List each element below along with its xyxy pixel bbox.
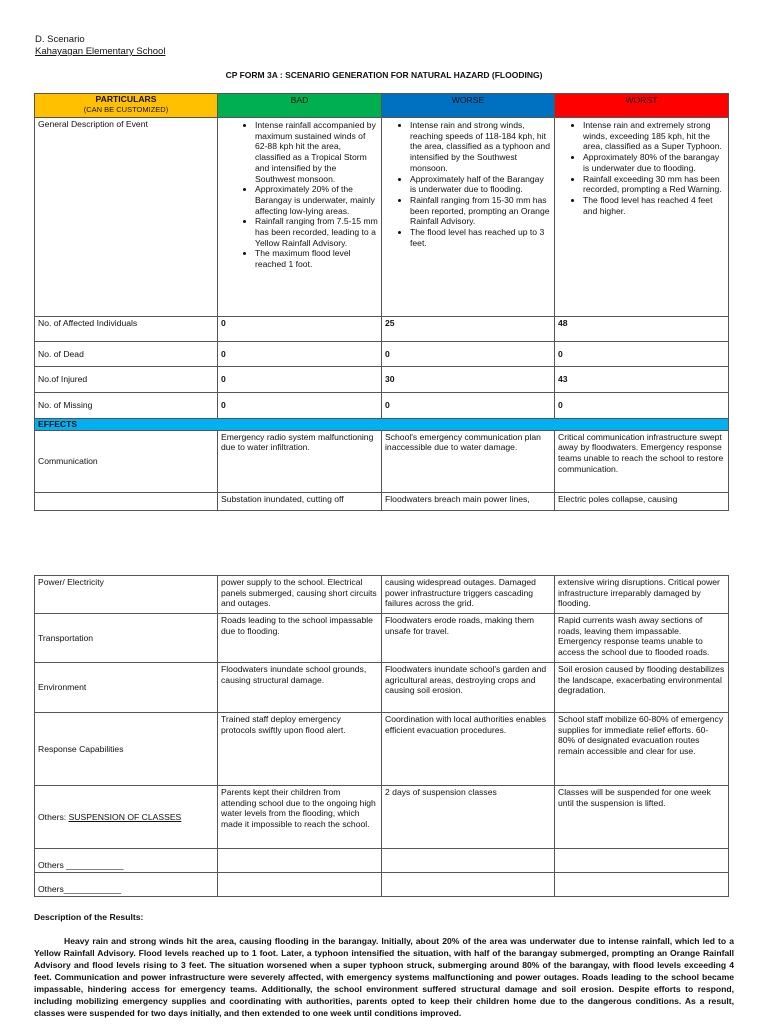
scenario-table-bottom — [34, 575, 729, 897]
effects-row — [35, 419, 729, 431]
worst-header: WORST — [555, 94, 729, 118]
description-body: Heavy rain and strong winds hit the area, causing flooding in the barangay. Initially, about 20% of the area was underwater due to intense rainfall, which led to a Yellow Rainfall Advisory. Flood levels reached up to 1 foot. Later, a typhoon intensified the situation, with half of the barangay submerged, prompting an Orange Rainfall Advisory and flood levels rising to 3 feet. The situation worsened when a super typhoon struck, submerging around 80% of the barangay, with flood levels exceeding 4 feet. Communication and power infrastructure were severely affected, with emergency systems malfunctioning and power outages. Roads leading to the school became impassable, hindering access for emergency teams. Additionally, the school environment suffered structural damage and soil erosion. Despite efforts to respond, including mobilizing emergency supplies and coordinating with authorities, parents opted to keep their children home due to the dangerous conditions. As a result, classes were suspended for two days initially, and then extended to one week until conditions improved. — [34, 936, 734, 1018]
stat-label: No. of Dead — [35, 342, 218, 367]
transportation-worse: Floodwaters erode roads, making them unsafe for travel. — [382, 614, 555, 663]
particulars-header: PARTICULARS (CAN BE CUSTOMIZED) — [35, 94, 218, 118]
list-item: • Approximately 80% of the barangay is underwater due to flooding. — [583, 152, 725, 173]
environment-row — [35, 663, 729, 713]
table-row — [35, 393, 729, 419]
list-item: • The flood level has reached up to 3 feet. — [410, 227, 551, 248]
general-worst-cell — [555, 118, 729, 317]
power-worse: causing widespread outages. Damaged power infrastructure triggers cascading failures across the grid. — [382, 576, 555, 614]
worse-header: WORSE — [382, 94, 555, 118]
stat-worst-value: 0 — [555, 393, 729, 419]
list-item: • Rainfall ranging from 7.5-15 mm has been recorded, leading to a Yellow Rainfall Advisory. — [255, 216, 378, 248]
scenario-table-top — [34, 93, 729, 511]
general-worse-cell — [382, 118, 555, 317]
communication-row — [35, 430, 729, 492]
environment-bad: Floodwaters inundate school grounds, causing structural damage. — [218, 663, 382, 713]
stat-worst-value: 48 — [555, 317, 729, 342]
others-blank-label: Others____________ — [35, 873, 218, 897]
description-title: Description of the Results: — [34, 912, 144, 922]
table-row — [35, 367, 729, 393]
list-item: • Approximately 20% of the Barangay is underwater, mainly affecting low-lying areas. — [255, 184, 378, 216]
power-worst: extensive wiring disruptions. Critical power infrastructure irreparably damaged by flooding. — [555, 576, 729, 614]
communication-label: Communication — [35, 430, 218, 492]
list-item: • The flood level has reached 4 feet and higher. — [583, 195, 725, 216]
transportation-bad: Roads leading to the school impassable due to flooding. — [218, 614, 382, 663]
environment-worst: Soil erosion caused by flooding destabilizes the landscape, exacerbating environmental degradation. — [555, 663, 729, 713]
stat-worse-value: 0 — [382, 342, 555, 367]
list-item: • Intense rain and extremely strong winds, exceeding 185 kph, hit the area, classified as a Super Typhoon. — [583, 120, 725, 152]
list-item: • Approximately half of the Barangay is underwater due to flooding. — [410, 174, 551, 195]
others-suspension-row — [35, 786, 729, 849]
list-item: • The maximum flood level reached 1 foot. — [255, 248, 378, 269]
others-suspension-worse: 2 days of suspension classes — [382, 786, 555, 849]
stat-label: No.of Injured — [35, 367, 218, 393]
stat-worse-value: 0 — [382, 393, 555, 419]
stat-label: No. of Affected Individuals — [35, 317, 218, 342]
stat-bad-value: 0 — [218, 367, 382, 393]
list-item: • Intense rainfall accompanied by maximum sustained winds of 62-88 kph hit the area, classified as a Tropical Storm and intensified by the Southwest monsoon. — [255, 120, 378, 184]
others-blank-label: Others ____________ — [35, 849, 218, 873]
school-name: Kahayagan Elementary School — [35, 46, 166, 57]
transportation-row — [35, 614, 729, 663]
stat-bad-value: 0 — [218, 342, 382, 367]
transportation-worst: Rapid currents wash away sections of roads, leaving them impassable. Emergency response teams unable to access the school due to flooded roads. — [555, 614, 729, 663]
table-row — [35, 342, 729, 367]
others-blank-row — [35, 849, 729, 873]
others-blank-row — [35, 873, 729, 897]
power-bad-top: Substation inundated, cutting off — [218, 492, 382, 510]
stat-bad-value: 0 — [218, 393, 382, 419]
others-suspension-worst: Classes will be suspended for one week until the suspension is lifted. — [555, 786, 729, 849]
stat-worst-value: 43 — [555, 367, 729, 393]
list-item: • Intense rain and strong winds, reaching speeds of 118-184 kph, hit the area, classified as a typhoon and intensified by the Southwest monsoon. — [410, 120, 551, 174]
power-bad: power supply to the school. Electrical panels submerged, causing short circuits and outages. — [218, 576, 382, 614]
list-item: • Rainfall ranging from 15-30 mm has been reported, prompting an Orange Rainfall Advisory. — [410, 195, 551, 227]
communication-worst: Critical communication infrastructure swept away by floodwaters. Emergency response teams unable to reach the school to restore communication. — [555, 430, 729, 492]
stat-worse-value: 30 — [382, 367, 555, 393]
power-row-top — [35, 492, 729, 510]
section-label: D. Scenario — [35, 34, 85, 45]
bad-header: BAD — [218, 94, 382, 118]
power-row — [35, 576, 729, 614]
power-worse-top: Floodwaters breach main power lines, — [382, 492, 555, 510]
response-worse: Coordination with local authorities enables efficient evacuation procedures. — [382, 713, 555, 786]
communication-bad: Emergency radio system malfunctioning due to water infiltration. — [218, 430, 382, 492]
others-suspension-bad: Parents kept their children from attending school due to the ongoing high water levels from the flooding, which made it impossible to reach the school. — [218, 786, 382, 849]
general-description-label: General Description of Event — [35, 118, 218, 317]
environment-worse: Floodwaters inundate school's garden and agricultural areas, destroying crops and causing soil erosion. — [382, 663, 555, 713]
response-bad: Trained staff deploy emergency protocols swiftly upon flood alert. — [218, 713, 382, 786]
general-worst-list — [558, 120, 725, 216]
power-label-top — [35, 492, 218, 510]
transportation-label: Transportation — [35, 614, 218, 663]
general-bad-cell — [218, 118, 382, 317]
stat-bad-value: 0 — [218, 317, 382, 342]
power-worst-top: Electric poles collapse, causing — [555, 492, 729, 510]
table-row — [35, 317, 729, 342]
form-title: CP FORM 3A : SCENARIO GENERATION FOR NATURAL HAZARD (FLOODING) — [225, 70, 543, 80]
list-item: • Rainfall exceeding 30 mm has been recorded, prompting a Red Warning. — [583, 174, 725, 195]
effects-label: EFFECTS — [35, 419, 729, 431]
response-label: Response Capabilities — [35, 713, 218, 786]
stat-worse-value: 25 — [382, 317, 555, 342]
response-worst: School staff mobilize 60-80% of emergency supplies for immediate relief efforts. 60-80% of designated evacuation routes remain accessible and clear for use. — [555, 713, 729, 786]
communication-worse: School's emergency communication plan inaccessible due to water damage. — [382, 430, 555, 492]
stat-label: No. of Missing — [35, 393, 218, 419]
stat-worst-value: 0 — [555, 342, 729, 367]
response-row — [35, 713, 729, 786]
general-description-row — [35, 118, 729, 317]
general-bad-list — [221, 120, 378, 270]
column-header-row — [35, 94, 729, 118]
environment-label: Environment — [35, 663, 218, 713]
general-worse-list — [385, 120, 551, 248]
others-suspension-label: Others: SUSPENSION OF CLASSES — [35, 786, 218, 849]
power-label: Power/ Electricity — [35, 576, 218, 614]
